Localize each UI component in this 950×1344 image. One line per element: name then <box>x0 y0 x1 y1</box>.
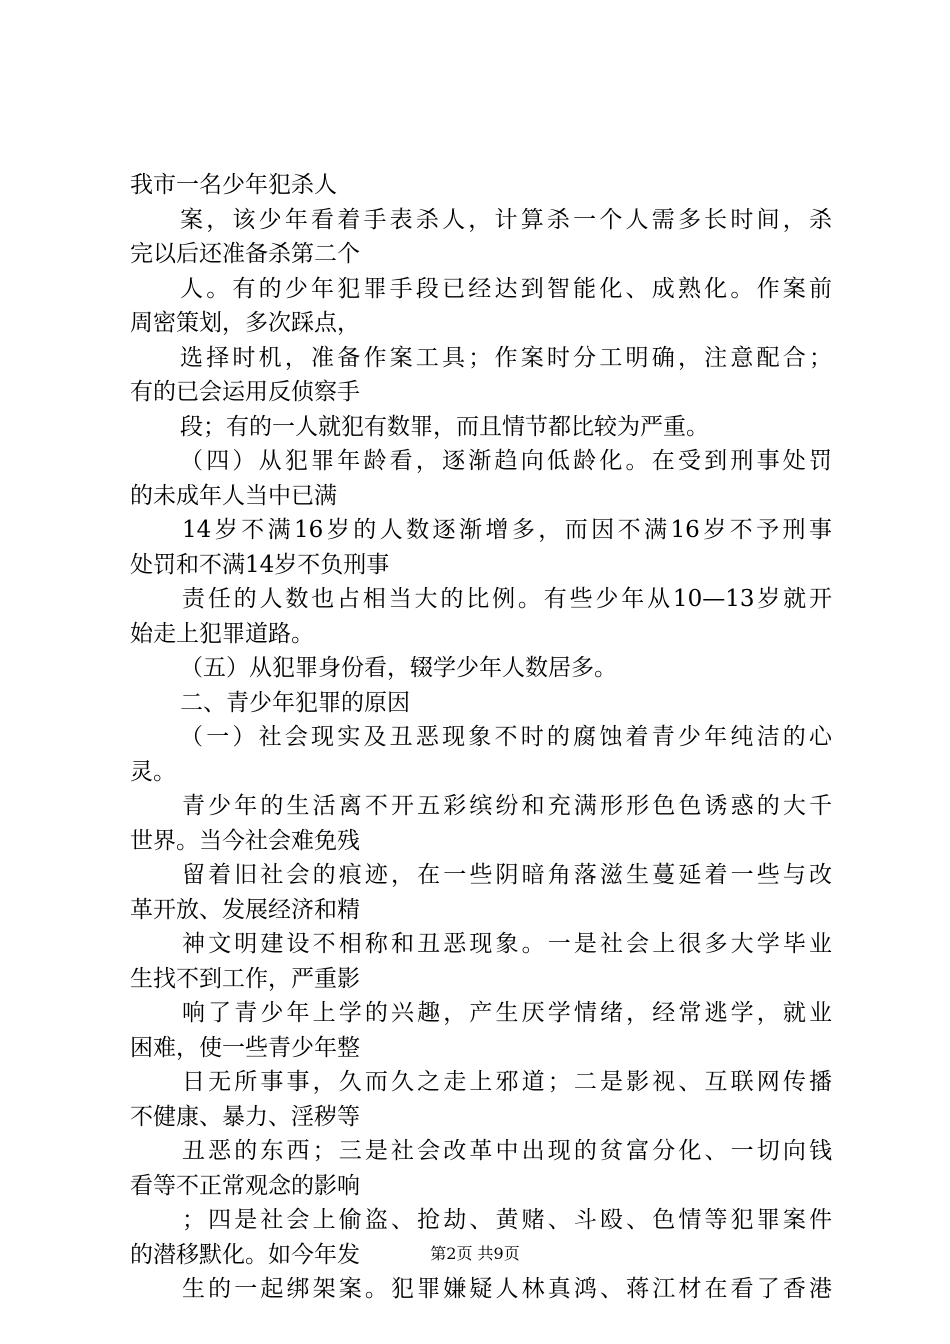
text-line: 灵。 <box>130 758 176 785</box>
text-line: 留着旧社会的痕迹，在一些阴暗角落滋生蔓延着一些与改 <box>182 862 832 888</box>
text-line: 革开放、发展经济和精 <box>130 896 360 923</box>
text-line: 我市一名少年犯杀人 <box>130 172 337 198</box>
text-line: 青少年的生活离不开五彩缤纷和充满形形色色诱惑的大千 <box>182 793 832 819</box>
text-line: 看等不正常观念的影响 <box>130 1172 360 1199</box>
text-line: （四）从犯罪年龄看，逐渐趋向低龄化。在受到刑事处罚 <box>180 448 832 474</box>
text-line: （一）社会现实及丑恶现象不时的腐蚀着青少年纯洁的心 <box>180 724 832 750</box>
text-line: 不健康、暴力、淫秽等 <box>130 1103 360 1130</box>
text-line: 日无所事事，久而久之走上邪道；二是影视、互联网传播 <box>182 1069 832 1095</box>
text-line: 有的已会运用反侦察手 <box>130 379 360 405</box>
text-line: 完以后还准备杀第二个 <box>130 241 360 267</box>
text-line: 责任的人数也占相当大的比例。有些少年从10—13岁就开 <box>182 586 832 612</box>
page-footer: 第2页 共9页 <box>430 1244 520 1263</box>
text-line: 丑恶的东西；三是社会改革中出现的贫富分化、一切向钱 <box>182 1138 832 1164</box>
text-line: 神文明建设不相称和丑恶现象。一是社会上很多大学毕业 <box>182 931 832 957</box>
text-line: 世界。当今社会难免残 <box>130 827 360 854</box>
text-line: 始走上犯罪道路。 <box>130 620 314 647</box>
text-line: ；四是社会上偷盗、抢劫、黄赌、斗殴、色情等犯罪案件 <box>182 1207 832 1233</box>
text-line: 处罚和不满14岁不负刑事 <box>130 551 390 578</box>
text-line: 周密策划，多次踩点， <box>130 310 360 336</box>
text-line: 段；有的一人就犯有数罪，而且情节都比较为严重。 <box>180 413 709 440</box>
text-line: 的潜移默化。如今年发 <box>130 1241 360 1268</box>
text-line: 响了青少年上学的兴趣，产生厌学情绪，经常逃学，就业 <box>182 1000 832 1026</box>
text-line: 选择时机，准备作案工具；作案时分工明确，注意配合； <box>180 344 832 371</box>
body-text <box>130 168 832 1307</box>
text-line: （五）从犯罪身份看，辍学少年人数居多。 <box>180 655 617 681</box>
text-line: 困难，使一些青少年整 <box>130 1034 360 1061</box>
text-line: 14岁不满16岁的人数逐渐增多，而因不满16岁不予刑事 <box>182 517 832 543</box>
section-heading: 二、青少年犯罪的原因 <box>180 689 410 716</box>
text-line: 人。有的少年犯罪手段已经达到智能化、成熟化。作案前 <box>180 275 832 302</box>
text-line: 生找不到工作，严重影 <box>130 965 360 992</box>
text-line: 生的一起绑架案。犯罪嫌疑人林真鸿、蒋江材在看了香港 <box>182 1276 832 1302</box>
text-line: 的未成年人当中已满 <box>130 482 337 509</box>
text-line: 案，该少年看着手表杀人，计算杀一个人需多长时间，杀 <box>180 206 832 233</box>
